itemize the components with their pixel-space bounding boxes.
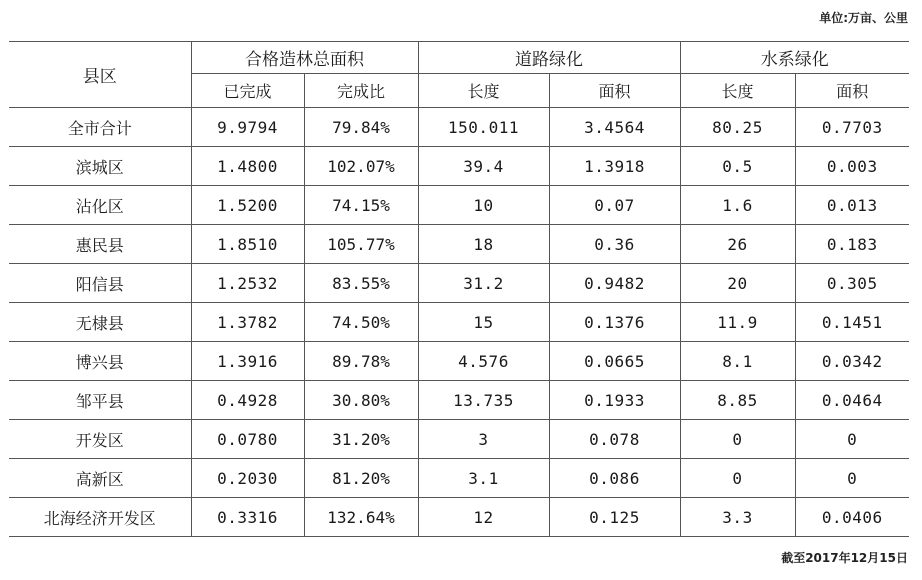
region-name: 开发区: [9, 420, 191, 459]
region-name: 无棣县: [9, 303, 191, 342]
table-row: [9, 420, 909, 459]
road-length: 4.576: [418, 342, 549, 381]
water-area: 0.305: [795, 264, 909, 303]
road-length: 18: [418, 225, 549, 264]
completed-area: 0.3316: [191, 498, 304, 537]
water-length: 0.5: [680, 147, 795, 186]
road-length: 10: [418, 186, 549, 225]
region-name: 滨城区: [9, 147, 191, 186]
road-area: 0.086: [549, 459, 680, 498]
water-area: 0: [795, 459, 909, 498]
completed-area: 0.0780: [191, 420, 304, 459]
table-row: [9, 498, 909, 537]
road-area: 1.3918: [549, 147, 680, 186]
completed-area: 1.3916: [191, 342, 304, 381]
road-length: 12: [418, 498, 549, 537]
table-row: [9, 459, 909, 498]
road-length: 150.011: [418, 108, 549, 147]
completion-ratio: 105.77%: [304, 225, 418, 264]
road-area: 0.9482: [549, 264, 680, 303]
afforestation-table: [9, 41, 909, 537]
road-area: 0.1376: [549, 303, 680, 342]
road-area: 0.1933: [549, 381, 680, 420]
water-area: 0: [795, 420, 909, 459]
water-length: 0: [680, 420, 795, 459]
header-road-length: 长度: [418, 74, 549, 108]
region-name: 北海经济开发区: [9, 498, 191, 537]
unit-note: 单位:万亩、公里: [819, 11, 908, 25]
road-area: 0.0665: [549, 342, 680, 381]
water-length: 8.1: [680, 342, 795, 381]
date-footnote: 截至2017年12月15日: [781, 551, 908, 565]
completed-area: 0.4928: [191, 381, 304, 420]
road-length: 39.4: [418, 147, 549, 186]
road-length: 3: [418, 420, 549, 459]
region-name: 博兴县: [9, 342, 191, 381]
region-name: 沾化区: [9, 186, 191, 225]
road-area: 3.4564: [549, 108, 680, 147]
header-completed: 已完成: [191, 74, 304, 108]
completion-ratio: 132.64%: [304, 498, 418, 537]
road-length: 13.735: [418, 381, 549, 420]
water-length: 26: [680, 225, 795, 264]
table-row: [9, 342, 909, 381]
water-area: 0.003: [795, 147, 909, 186]
header-completion-ratio: 完成比: [304, 74, 418, 108]
completion-ratio: 31.20%: [304, 420, 418, 459]
completed-area: 1.4800: [191, 147, 304, 186]
table-row: [9, 303, 909, 342]
road-length: 3.1: [418, 459, 549, 498]
completed-area: 9.9794: [191, 108, 304, 147]
table-row: [9, 147, 909, 186]
water-length: 1.6: [680, 186, 795, 225]
completion-ratio: 102.07%: [304, 147, 418, 186]
table-row: [9, 186, 909, 225]
header-group-water-greening: 水系绿化: [680, 42, 909, 74]
table-row: [9, 264, 909, 303]
completed-area: 1.8510: [191, 225, 304, 264]
region-name: 全市合计: [9, 108, 191, 147]
completion-ratio: 74.50%: [304, 303, 418, 342]
completed-area: 1.2532: [191, 264, 304, 303]
completion-ratio: 79.84%: [304, 108, 418, 147]
water-length: 3.3: [680, 498, 795, 537]
header-water-length: 长度: [680, 74, 795, 108]
table-row: [9, 225, 909, 264]
region-name: 邹平县: [9, 381, 191, 420]
completion-ratio: 89.78%: [304, 342, 418, 381]
water-length: 8.85: [680, 381, 795, 420]
completed-area: 1.5200: [191, 186, 304, 225]
region-name: 惠民县: [9, 225, 191, 264]
completion-ratio: 83.55%: [304, 264, 418, 303]
region-name: 高新区: [9, 459, 191, 498]
water-area: 0.0464: [795, 381, 909, 420]
road-length: 15: [418, 303, 549, 342]
water-length: 80.25: [680, 108, 795, 147]
water-area: 0.1451: [795, 303, 909, 342]
completed-area: 0.2030: [191, 459, 304, 498]
table-row: [9, 381, 909, 420]
header-region: 县区: [9, 42, 191, 108]
total-row: [9, 108, 909, 147]
header-road-area: 面积: [549, 74, 680, 108]
header-group-afforestation: 合格造林总面积: [191, 42, 418, 74]
header-water-area: 面积: [795, 74, 909, 108]
road-area: 0.36: [549, 225, 680, 264]
header-row-groups: [9, 42, 909, 74]
water-length: 11.9: [680, 303, 795, 342]
road-area: 0.125: [549, 498, 680, 537]
water-area: 0.0342: [795, 342, 909, 381]
region-name: 阳信县: [9, 264, 191, 303]
water-length: 20: [680, 264, 795, 303]
completion-ratio: 74.15%: [304, 186, 418, 225]
water-area: 0.183: [795, 225, 909, 264]
completion-ratio: 81.20%: [304, 459, 418, 498]
water-area: 0.013: [795, 186, 909, 225]
water-length: 0: [680, 459, 795, 498]
water-area: 0.0406: [795, 498, 909, 537]
completion-ratio: 30.80%: [304, 381, 418, 420]
road-area: 0.07: [549, 186, 680, 225]
water-area: 0.7703: [795, 108, 909, 147]
completed-area: 1.3782: [191, 303, 304, 342]
header-group-road-greening: 道路绿化: [418, 42, 680, 74]
road-length: 31.2: [418, 264, 549, 303]
road-area: 0.078: [549, 420, 680, 459]
